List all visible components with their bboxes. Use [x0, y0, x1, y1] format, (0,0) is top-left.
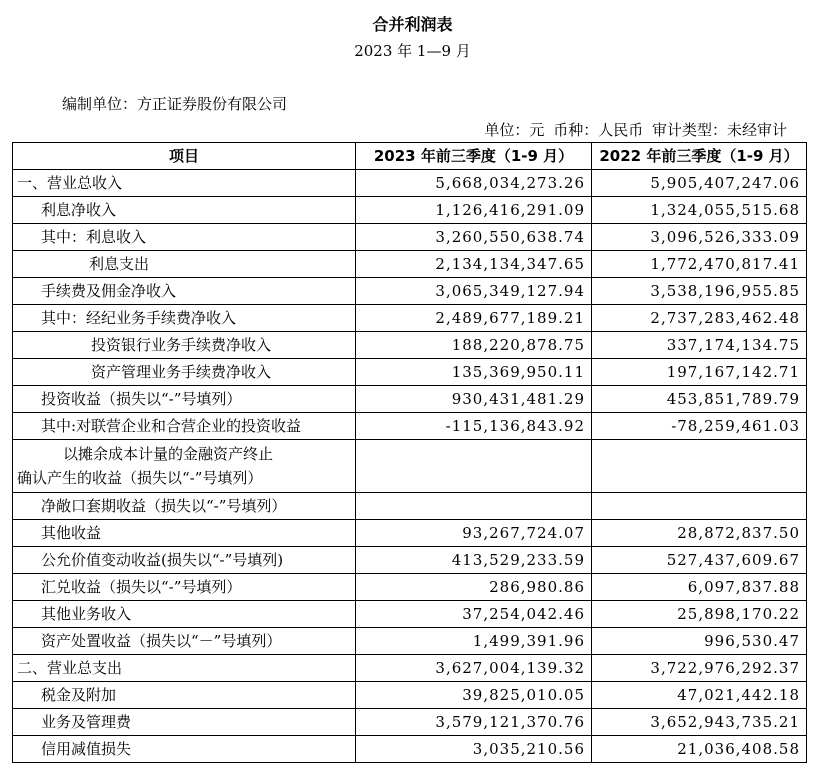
- income-statement-table: [12, 142, 807, 763]
- row-label: 其中：利息收入: [13, 224, 356, 251]
- value-2023: 3,035,210.56: [356, 736, 592, 763]
- row-label: 利息净收入: [13, 197, 356, 224]
- row-label: 一、营业总收入: [13, 170, 356, 197]
- row-label: 其他业务收入: [13, 601, 356, 628]
- table-row: [13, 170, 807, 197]
- row-label: 净敞口套期收益（损失以“-”号填列）: [13, 493, 356, 520]
- table-row: [13, 332, 807, 359]
- table-row: [13, 440, 807, 493]
- value-2022: 3,538,196,955.85: [592, 278, 807, 305]
- table-row: [13, 601, 807, 628]
- value-2023: [356, 493, 592, 520]
- row-label: 汇兑收益（损失以“-”号填列）: [13, 574, 356, 601]
- table-row: [13, 305, 807, 332]
- value-2023: -115,136,843.92: [356, 413, 592, 440]
- table-row: [13, 574, 807, 601]
- row-label: 投资收益（损失以“-”号填列）: [13, 386, 356, 413]
- value-2022: 47,021,442.18: [592, 682, 807, 709]
- table-row: [13, 359, 807, 386]
- value-2022: 996,530.47: [592, 628, 807, 655]
- row-label: 业务及管理费: [13, 709, 356, 736]
- table-row: [13, 224, 807, 251]
- row-label: 手续费及佣金净收入: [13, 278, 356, 305]
- value-2023: 1,126,416,291.09: [356, 197, 592, 224]
- preparer-unit: 编制单位：方正证券股份有限公司: [62, 95, 288, 113]
- table-row: [13, 278, 807, 305]
- value-2023: 2,134,134,347.65: [356, 251, 592, 278]
- value-2022: [592, 440, 807, 493]
- value-2023: 93,267,724.07: [356, 520, 592, 547]
- value-2023: 1,499,391.96: [356, 628, 592, 655]
- value-2022: -78,259,461.03: [592, 413, 807, 440]
- table-row: [13, 386, 807, 413]
- row-label: 税金及附加: [13, 682, 356, 709]
- value-2022: 3,096,526,333.09: [592, 224, 807, 251]
- value-2022: 1,772,470,817.41: [592, 251, 807, 278]
- value-2022: [592, 493, 807, 520]
- value-2023: 286,980.86: [356, 574, 592, 601]
- table-row: [13, 547, 807, 574]
- value-2022: 28,872,837.50: [592, 520, 807, 547]
- value-2023: 3,065,349,127.94: [356, 278, 592, 305]
- table-header-row: [13, 143, 807, 170]
- row-label: 资产管理业务手续费净收入: [13, 359, 356, 386]
- row-label-line-2: 确认产生的收益（损失以“-”号填列）: [17, 469, 263, 487]
- row-label: 其中：经纪业务手续费净收入: [13, 305, 356, 332]
- row-label-line-1: 以摊余成本计量的金融资产终止: [63, 445, 274, 463]
- row-label: 资产处置收益（损失以“－”号填列）: [13, 628, 356, 655]
- table-row: [13, 736, 807, 763]
- column-header-2022: 2022 年前三季度（1-9 月）: [592, 143, 807, 170]
- statement-title: 合并利润表: [372, 15, 453, 34]
- value-2023: 188,220,878.75: [356, 332, 592, 359]
- unit-label: 单位：元: [484, 121, 545, 139]
- statement-period: 2023 年 1—9 月: [354, 42, 471, 60]
- row-label: [13, 440, 356, 493]
- value-2022: 527,437,609.67: [592, 547, 807, 574]
- value-2022: 25,898,170.22: [592, 601, 807, 628]
- value-2022: 5,905,407,247.06: [592, 170, 807, 197]
- row-label: 二、营业总支出: [13, 655, 356, 682]
- audit-type-label: 审计类型：未经审计: [651, 121, 787, 139]
- table-row: [13, 520, 807, 547]
- value-2022: 3,652,943,735.21: [592, 709, 807, 736]
- value-2022: 453,851,789.79: [592, 386, 807, 413]
- row-label: 利息支出: [13, 251, 356, 278]
- value-2022: 21,036,408.58: [592, 736, 807, 763]
- value-2022: 2,737,283,462.48: [592, 305, 807, 332]
- value-2023: 135,369,950.11: [356, 359, 592, 386]
- value-2023: 2,489,677,189.21: [356, 305, 592, 332]
- value-2023: 413,529,233.59: [356, 547, 592, 574]
- table-row: [13, 682, 807, 709]
- table-row: [13, 413, 807, 440]
- row-label: 其中:对联营企业和合营企业的投资收益: [13, 413, 356, 440]
- value-2023: 3,579,121,370.76: [356, 709, 592, 736]
- value-2023: 39,825,010.05: [356, 682, 592, 709]
- currency-label: 币种：人民币: [553, 121, 644, 139]
- value-2022: 6,097,837.88: [592, 574, 807, 601]
- value-2023: 37,254,042.46: [356, 601, 592, 628]
- value-2022: 337,174,134.75: [592, 332, 807, 359]
- value-2023: 3,627,004,139.32: [356, 655, 592, 682]
- table-row: [13, 251, 807, 278]
- value-2023: 5,668,034,273.26: [356, 170, 592, 197]
- value-2023: 3,260,550,638.74: [356, 224, 592, 251]
- value-2022: 1,324,055,515.68: [592, 197, 807, 224]
- value-2022: 3,722,976,292.37: [592, 655, 807, 682]
- value-2023: [356, 440, 592, 493]
- table-row: [13, 655, 807, 682]
- row-label: 投资银行业务手续费净收入: [13, 332, 356, 359]
- table-row: [13, 493, 807, 520]
- column-header-item: 项目: [13, 143, 356, 170]
- table-row: [13, 628, 807, 655]
- table-row: [13, 197, 807, 224]
- value-2023: 930,431,481.29: [356, 386, 592, 413]
- row-label: 公允价值变动收益(损失以“-”号填列): [13, 547, 356, 574]
- row-label: 其他收益: [13, 520, 356, 547]
- value-2022: 197,167,142.71: [592, 359, 807, 386]
- table-row: [13, 709, 807, 736]
- column-header-2023: 2023 年前三季度（1-9 月）: [356, 143, 592, 170]
- row-label: 信用减值损失: [13, 736, 356, 763]
- statement-meta: [480, 119, 787, 140]
